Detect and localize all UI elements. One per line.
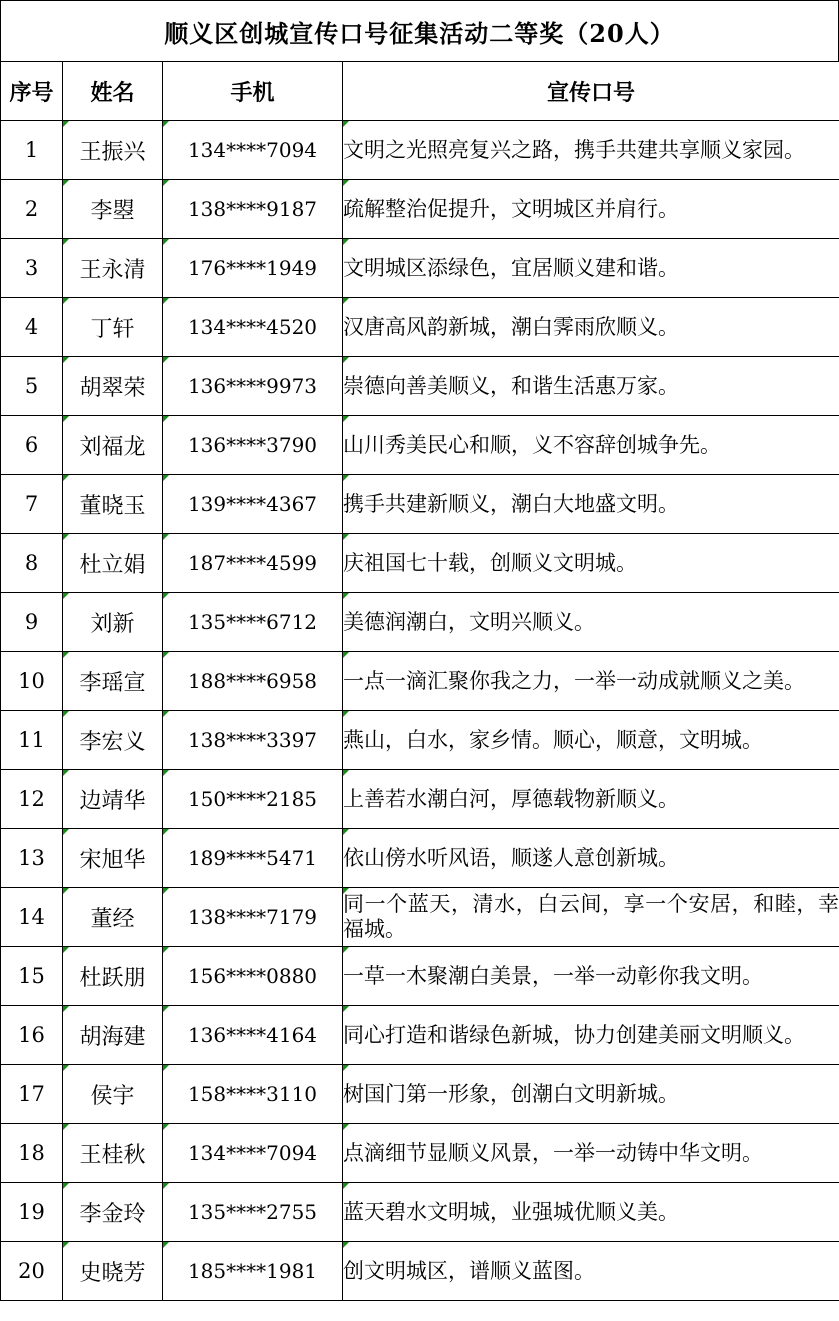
cell-slogan: 汉唐高风韵新城，潮白霁雨欣顺义。 [343, 298, 839, 357]
table-row [1, 1183, 839, 1242]
cell-no: 15 [1, 947, 63, 1006]
cell-no: 17 [1, 1065, 63, 1124]
cell-phone: 185****1981 [163, 1242, 343, 1301]
cell-name: 侯宇 [63, 1065, 163, 1124]
cell-no: 6 [1, 416, 63, 475]
table-row [1, 1124, 839, 1183]
cell-slogan: 一草一木聚潮白美景，一举一动彰你我文明。 [343, 947, 839, 1006]
cell-phone: 139****4367 [163, 475, 343, 534]
header-no: 序号 [1, 62, 63, 121]
cell-slogan: 携手共建新顺义，潮白大地盛文明。 [343, 475, 839, 534]
cell-phone: 189****5471 [163, 829, 343, 888]
header-phone: 手机 [163, 62, 343, 121]
cell-phone: 138****7179 [163, 888, 343, 947]
table-row [1, 298, 839, 357]
table-row [1, 121, 839, 180]
cell-slogan: 依山傍水听风语，顺遂人意创新城。 [343, 829, 839, 888]
cell-name: 王振兴 [63, 121, 163, 180]
cell-phone: 138****3397 [163, 711, 343, 770]
sheet-title: 顺义区创城宣传口号征集活动二等奖（20人） [0, 0, 839, 61]
table-row [1, 652, 839, 711]
cell-no: 2 [1, 180, 63, 239]
header-name: 姓名 [63, 62, 163, 121]
cell-phone: 156****0880 [163, 947, 343, 1006]
cell-name: 边靖华 [63, 770, 163, 829]
table-row [1, 829, 839, 888]
cell-name: 史晓芳 [63, 1242, 163, 1301]
cell-name: 李宏义 [63, 711, 163, 770]
cell-slogan: 上善若水潮白河，厚德载物新顺义。 [343, 770, 839, 829]
cell-name: 刘新 [63, 593, 163, 652]
cell-phone: 138****9187 [163, 180, 343, 239]
header-slogan: 宣传口号 [343, 62, 839, 121]
cell-no: 19 [1, 1183, 63, 1242]
table-row [1, 888, 839, 947]
cell-no: 8 [1, 534, 63, 593]
cell-slogan: 蓝天碧水文明城，业强城优顺义美。 [343, 1183, 839, 1242]
cell-name: 宋旭华 [63, 829, 163, 888]
cell-no: 3 [1, 239, 63, 298]
table-row [1, 1242, 839, 1301]
cell-slogan: 崇德向善美顺义，和谐生活惠万家。 [343, 357, 839, 416]
winners-table [0, 61, 839, 1301]
cell-slogan: 一点一滴汇聚你我之力，一举一动成就顺义之美。 [343, 652, 839, 711]
cell-no: 11 [1, 711, 63, 770]
cell-name: 胡海建 [63, 1006, 163, 1065]
cell-slogan: 文明之光照亮复兴之路，携手共建共享顺义家园。 [343, 121, 839, 180]
cell-no: 20 [1, 1242, 63, 1301]
cell-slogan: 创文明城区，谱顺义蓝图。 [343, 1242, 839, 1301]
cell-phone: 136****9973 [163, 357, 343, 416]
cell-slogan: 文明城区添绿色，宜居顺义建和谐。 [343, 239, 839, 298]
table-row [1, 770, 839, 829]
cell-slogan: 疏解整治促提升，文明城区并肩行。 [343, 180, 839, 239]
cell-no: 1 [1, 121, 63, 180]
cell-phone: 188****6958 [163, 652, 343, 711]
cell-no: 14 [1, 888, 63, 947]
cell-name: 李金玲 [63, 1183, 163, 1242]
cell-name: 董经 [63, 888, 163, 947]
header-row [1, 62, 839, 121]
cell-phone: 187****4599 [163, 534, 343, 593]
cell-slogan: 燕山，白水，家乡情。顺心，顺意，文明城。 [343, 711, 839, 770]
table-row [1, 1006, 839, 1065]
table-row [1, 711, 839, 770]
cell-no: 4 [1, 298, 63, 357]
cell-no: 13 [1, 829, 63, 888]
cell-no: 9 [1, 593, 63, 652]
cell-slogan: 庆祖国七十载，创顺义文明城。 [343, 534, 839, 593]
cell-phone: 134****7094 [163, 1124, 343, 1183]
table-row [1, 239, 839, 298]
table-row [1, 416, 839, 475]
table-row [1, 1065, 839, 1124]
winners-table-body [1, 121, 839, 1301]
cell-slogan: 山川秀美民心和顺，义不容辞创城争先。 [343, 416, 839, 475]
table-row [1, 180, 839, 239]
cell-no: 18 [1, 1124, 63, 1183]
cell-no: 5 [1, 357, 63, 416]
cell-name: 杜立娟 [63, 534, 163, 593]
cell-phone: 176****1949 [163, 239, 343, 298]
cell-phone: 134****7094 [163, 121, 343, 180]
cell-phone: 135****6712 [163, 593, 343, 652]
cell-name: 刘福龙 [63, 416, 163, 475]
table-row [1, 357, 839, 416]
cell-slogan: 树国门第一形象，创潮白文明新城。 [343, 1065, 839, 1124]
cell-phone: 135****2755 [163, 1183, 343, 1242]
cell-slogan: 同一个蓝天，清水，白云间，享一个安居，和睦，幸福城。 [343, 888, 839, 947]
cell-name: 胡翠荣 [63, 357, 163, 416]
cell-phone: 158****3110 [163, 1065, 343, 1124]
cell-name: 王永清 [63, 239, 163, 298]
cell-no: 7 [1, 475, 63, 534]
cell-phone: 136****4164 [163, 1006, 343, 1065]
cell-name: 王桂秋 [63, 1124, 163, 1183]
cell-phone: 134****4520 [163, 298, 343, 357]
cell-no: 12 [1, 770, 63, 829]
cell-name: 丁轩 [63, 298, 163, 357]
cell-slogan: 点滴细节显顺义风景，一举一动铸中华文明。 [343, 1124, 839, 1183]
cell-name: 李瑶宣 [63, 652, 163, 711]
cell-no: 16 [1, 1006, 63, 1065]
cell-slogan: 美德润潮白，文明兴顺义。 [343, 593, 839, 652]
cell-phone: 150****2185 [163, 770, 343, 829]
table-row [1, 534, 839, 593]
table-row [1, 947, 839, 1006]
table-row [1, 475, 839, 534]
cell-name: 董晓玉 [63, 475, 163, 534]
cell-phone: 136****3790 [163, 416, 343, 475]
cell-no: 10 [1, 652, 63, 711]
cell-slogan: 同心打造和谐绿色新城，协力创建美丽文明顺义。 [343, 1006, 839, 1065]
cell-name: 李曌 [63, 180, 163, 239]
cell-name: 杜跃朋 [63, 947, 163, 1006]
table-row [1, 593, 839, 652]
